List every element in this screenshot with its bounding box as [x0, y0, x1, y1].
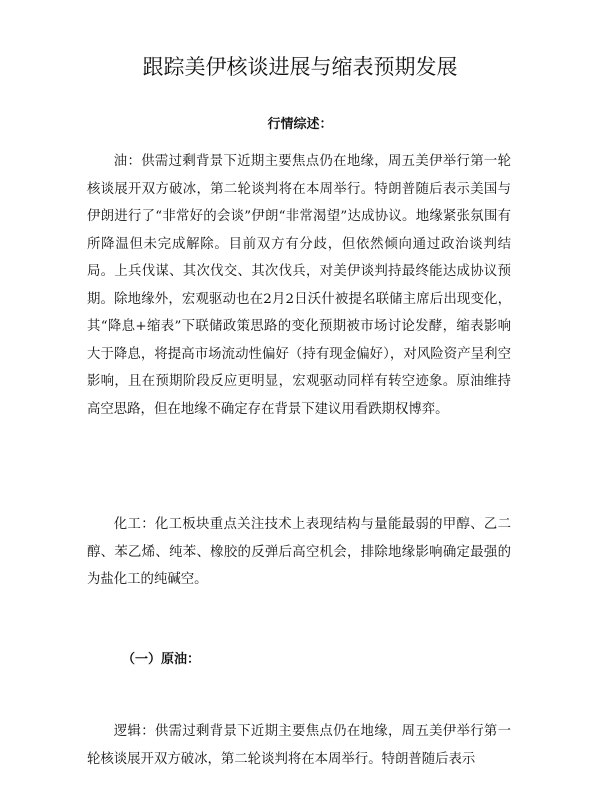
oil-paragraph: 油：供需过剩背景下近期主要焦点仍在地缘，周五美伊举行第一轮核谈展开双方破冰，第二轮谈判将在本周举行。特朗普随后表示美国与伊朗进行了“非常好的会谈”伊朗“非常渴望”达成协议。地缘紧张氛围有所降温但未完成解除。目前双方有分歧，但依然倾向通过政治谈判结局。上兵伐谋、其次伐交、其次伐兵，对美伊谈判持最终能达成协议预期。除地缘外，宏观驱动也在2月2日沃什被提名联储主席后出现变化，其“降息+缩表”下联储政策思路的变化预期被市场讨论发酵，缩表影响大于降息，将提高市场流动性偏好（持有现金偏好），对风险资产呈利空影响，且在预期阶段反应更明显，宏观驱动同样有转空迹象。原油维持高空思路，但在地缘不确定存在背景下建议用看跌期权博弈。 — [87, 154, 511, 417]
crude-oil-subheading: （一）原油： — [122, 652, 201, 667]
chemical-paragraph: 化工：化工板块重点关注技术上表现结构与量能最弱的甲醇、乙二醇、苯乙烯、纯苯、橡胶的反弹后高空机会，排除地缘影响确定最强的为盐化工的纯碱空。 — [87, 517, 511, 587]
document-title: 跟踪美伊核谈进展与缩表预期发展 — [142, 55, 458, 79]
market-overview-heading: 行情综述： — [267, 117, 333, 132]
logic-paragraph: 逻辑：供需过剩背景下近期主要焦点仍在地缘，周五美伊举行第一轮核谈展开双方破冰，第二轮谈判将在本周举行。特朗普随后表示 — [87, 724, 511, 767]
